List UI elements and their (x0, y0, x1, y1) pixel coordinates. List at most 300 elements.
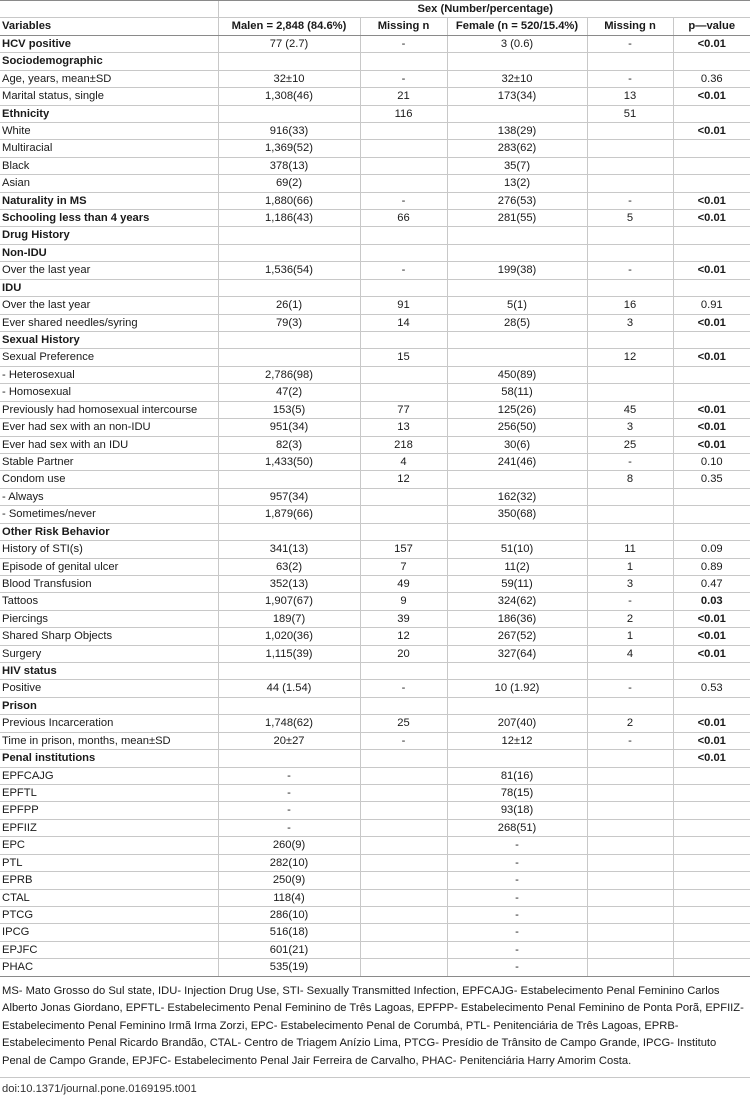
table-row (0, 872, 750, 889)
female-value-cell: 199(38) (447, 262, 587, 279)
variable-cell: Piercings (0, 610, 218, 627)
p-value-cell: 0.36 (673, 70, 750, 87)
variable-cell: PHAC (0, 959, 218, 976)
male-missing-cell (360, 959, 447, 976)
table-row (0, 349, 750, 366)
variable-cell: Blood Transfusion (0, 575, 218, 592)
male-value-cell: 1,879(66) (218, 506, 360, 523)
male-value-cell: 1,748(62) (218, 715, 360, 732)
female-value-cell (447, 53, 587, 70)
male-value-cell: - (218, 784, 360, 801)
female-missing-cell (587, 889, 673, 906)
male-missing-cell (360, 157, 447, 174)
p-value-cell (673, 837, 750, 854)
table-row (0, 53, 750, 70)
male-value-cell: 44 (1.54) (218, 680, 360, 697)
female-missing-cell: 5 (587, 210, 673, 227)
variable-cell: HIV status (0, 663, 218, 680)
male-missing-cell (360, 663, 447, 680)
female-missing-cell (587, 366, 673, 383)
female-value-cell: 11(2) (447, 558, 587, 575)
male-value-cell (218, 697, 360, 714)
p-value-cell (673, 332, 750, 349)
female-value-cell: 30(6) (447, 436, 587, 453)
p-value-cell (673, 523, 750, 540)
variable-cell: Black (0, 157, 218, 174)
table-row (0, 575, 750, 592)
table-row (0, 332, 750, 349)
variable-cell: Surgery (0, 645, 218, 662)
male-missing-cell (360, 837, 447, 854)
female-missing-cell (587, 279, 673, 296)
variable-cell: Multiracial (0, 140, 218, 157)
male-missing-cell: 15 (360, 349, 447, 366)
variable-cell: Non-IDU (0, 244, 218, 261)
male-missing-cell: 4 (360, 453, 447, 470)
male-missing-cell (360, 488, 447, 505)
p-value-cell: <0.01 (673, 192, 750, 209)
male-value-cell: 516(18) (218, 924, 360, 941)
male-value-cell (218, 349, 360, 366)
table-row (0, 523, 750, 540)
variable-cell: Asian (0, 175, 218, 192)
male-value-cell: 26(1) (218, 297, 360, 314)
male-value-cell: 341(13) (218, 541, 360, 558)
p-value-cell (673, 175, 750, 192)
male-missing-cell (360, 889, 447, 906)
male-missing-cell (360, 366, 447, 383)
variable-cell: HCV positive (0, 35, 218, 52)
p-value-cell: <0.01 (673, 262, 750, 279)
table-footnote: MS- Mato Grosso do Sul state, IDU- Injection Drug Use, STI- Sexually Transmitted Infection, EPFCAJG- Estabelecimento Penal Feminino Carlos Alberto Jonas Giordano, EPFTL- Estabelecimento Penal Feminino de Três Lagoas, EPFPP- Estabelecimento Penal Feminino de Ponta Porã, EPFIIZ- Estabelecimento Penal Feminino Irmã Irma Zorzi, EPC- Estabelecimento Penal de Corumbá, PTL- Penitenciária de Três Lagoas, EPRB- Estabelecimento Penal Ricardo Brandão, CTAL- Centro de Triagem Anízio Lima, PTCG- Presídio de Trânsito de Campo Grande, IPCG- Instituto Penal de Campo Grande, EPJFC- Estabelecimento Penal Jair Ferreira de Carvalho, PHAC- Penitenciária Harry Amorim Costa. (2, 984, 744, 1067)
male-missing-cell (360, 906, 447, 923)
female-value-cell: 324(62) (447, 593, 587, 610)
male-missing-cell: 14 (360, 314, 447, 331)
table-row (0, 279, 750, 296)
female-missing-cell (587, 941, 673, 958)
female-missing-cell: 3 (587, 419, 673, 436)
male-missing-cell: 12 (360, 628, 447, 645)
male-missing-cell: 91 (360, 297, 447, 314)
p-value-cell (673, 663, 750, 680)
female-value-cell (447, 663, 587, 680)
female-missing-cell: - (587, 680, 673, 697)
female-missing-cell (587, 750, 673, 767)
male-missing-cell (360, 750, 447, 767)
table-row (0, 262, 750, 279)
male-missing-cell (360, 332, 447, 349)
male-missing-cell (360, 384, 447, 401)
male-missing-cell: 218 (360, 436, 447, 453)
p-value-cell (673, 157, 750, 174)
female-missing-cell (587, 924, 673, 941)
female-missing-cell (587, 175, 673, 192)
male-value-cell: 1,433(50) (218, 453, 360, 470)
female-value-cell: 256(50) (447, 419, 587, 436)
female-value-cell: - (447, 889, 587, 906)
table-row (0, 506, 750, 523)
male-value-cell: - (218, 802, 360, 819)
variable-cell: Prison (0, 697, 218, 714)
male-missing-cell (360, 854, 447, 871)
table-row (0, 175, 750, 192)
variable-cell: - Homosexual (0, 384, 218, 401)
table-row (0, 122, 750, 139)
female-missing-cell (587, 819, 673, 836)
male-value-cell (218, 105, 360, 122)
male-missing-cell (360, 941, 447, 958)
p-value-cell: <0.01 (673, 645, 750, 662)
female-missing-cell (587, 837, 673, 854)
female-missing-cell (587, 488, 673, 505)
male-value-cell (218, 523, 360, 540)
header-row-columns (0, 18, 750, 35)
female-missing-cell (587, 697, 673, 714)
variable-cell: - Heterosexual (0, 366, 218, 383)
table-row (0, 854, 750, 871)
male-value-cell: 82(3) (218, 436, 360, 453)
table-row (0, 88, 750, 105)
p-value-cell: 0.47 (673, 575, 750, 592)
table-row (0, 210, 750, 227)
male-value-cell (218, 471, 360, 488)
male-missing-cell: 25 (360, 715, 447, 732)
male-value-cell: 282(10) (218, 854, 360, 871)
table-body (0, 35, 750, 976)
p-value-cell: <0.01 (673, 88, 750, 105)
male-value-cell: 79(3) (218, 314, 360, 331)
male-value-cell: 63(2) (218, 558, 360, 575)
female-value-cell (447, 279, 587, 296)
table-header (0, 1, 750, 36)
table-row (0, 436, 750, 453)
p-value-cell: 0.10 (673, 453, 750, 470)
female-value-cell: 28(5) (447, 314, 587, 331)
female-missing-cell: - (587, 732, 673, 749)
male-value-cell: 286(10) (218, 906, 360, 923)
male-value-cell (218, 750, 360, 767)
table-row (0, 715, 750, 732)
variable-cell: EPFPP (0, 802, 218, 819)
table-row (0, 314, 750, 331)
male-value-cell: 1,907(67) (218, 593, 360, 610)
table-row (0, 837, 750, 854)
p-value-cell (673, 924, 750, 941)
female-value-cell: 59(11) (447, 575, 587, 592)
female-missing-cell: 16 (587, 297, 673, 314)
table-row (0, 889, 750, 906)
male-value-cell: - (218, 819, 360, 836)
variable-cell: Episode of genital ulcer (0, 558, 218, 575)
male-value-cell (218, 227, 360, 244)
female-missing-cell: 51 (587, 105, 673, 122)
p-value-cell: <0.01 (673, 628, 750, 645)
p-value-cell: <0.01 (673, 401, 750, 418)
table-row (0, 959, 750, 976)
variable-cell: - Always (0, 488, 218, 505)
female-value-cell: 78(15) (447, 784, 587, 801)
male-value-cell: 250(9) (218, 872, 360, 889)
column-header-missing-female: Missing n (587, 18, 673, 35)
p-value-cell: 0.03 (673, 593, 750, 610)
female-value-cell: - (447, 837, 587, 854)
p-value-cell: 0.53 (673, 680, 750, 697)
male-value-cell: 1,186(43) (218, 210, 360, 227)
doi-link[interactable]: doi:10.1371/journal.pone.0169195.t001 (0, 1077, 750, 1095)
table-row (0, 784, 750, 801)
table-row (0, 471, 750, 488)
female-missing-cell: 4 (587, 645, 673, 662)
male-value-cell: 77 (2.7) (218, 35, 360, 52)
p-value-cell (673, 366, 750, 383)
female-missing-cell: 25 (587, 436, 673, 453)
table-row (0, 227, 750, 244)
male-missing-cell (360, 244, 447, 261)
male-value-cell: 535(19) (218, 959, 360, 976)
female-value-cell: 12±12 (447, 732, 587, 749)
female-value-cell: 162(32) (447, 488, 587, 505)
male-value-cell (218, 53, 360, 70)
male-value-cell: 378(13) (218, 157, 360, 174)
table-row (0, 35, 750, 52)
male-missing-cell (360, 140, 447, 157)
female-missing-cell (587, 122, 673, 139)
female-missing-cell (587, 53, 673, 70)
male-value-cell: 32±10 (218, 70, 360, 87)
table-row (0, 906, 750, 923)
female-value-cell: - (447, 959, 587, 976)
female-value-cell: 186(36) (447, 610, 587, 627)
female-value-cell (447, 349, 587, 366)
column-header-missing-male: Missing n (360, 18, 447, 35)
table-row (0, 697, 750, 714)
male-missing-cell (360, 175, 447, 192)
p-value-cell: 0.35 (673, 471, 750, 488)
variable-cell: Ever had sex with an IDU (0, 436, 218, 453)
header-empty-cell (0, 1, 218, 18)
table-row (0, 628, 750, 645)
female-value-cell (447, 332, 587, 349)
female-value-cell: 81(16) (447, 767, 587, 784)
male-missing-cell (360, 872, 447, 889)
male-missing-cell (360, 697, 447, 714)
table-row (0, 767, 750, 784)
female-missing-cell: 11 (587, 541, 673, 558)
p-value-cell (673, 854, 750, 871)
p-value-cell (673, 279, 750, 296)
female-value-cell (447, 471, 587, 488)
p-value-cell (673, 244, 750, 261)
female-value-cell: 350(68) (447, 506, 587, 523)
female-value-cell: 283(62) (447, 140, 587, 157)
female-missing-cell: 1 (587, 628, 673, 645)
male-missing-cell: 66 (360, 210, 447, 227)
table-row (0, 593, 750, 610)
male-value-cell: 951(34) (218, 419, 360, 436)
female-missing-cell: 3 (587, 314, 673, 331)
table-row (0, 680, 750, 697)
p-value-cell: 0.89 (673, 558, 750, 575)
variable-cell: EPC (0, 837, 218, 854)
table-row (0, 192, 750, 209)
male-missing-cell: 12 (360, 471, 447, 488)
female-value-cell: 267(52) (447, 628, 587, 645)
table-row (0, 819, 750, 836)
variable-cell: Penal institutions (0, 750, 218, 767)
table-row (0, 401, 750, 418)
male-missing-cell: 7 (360, 558, 447, 575)
female-missing-cell: 3 (587, 575, 673, 592)
variable-cell: Tattoos (0, 593, 218, 610)
table-row (0, 558, 750, 575)
male-value-cell: 1,880(66) (218, 192, 360, 209)
variable-cell: EPJFC (0, 941, 218, 958)
variable-cell: Schooling less than 4 years (0, 210, 218, 227)
variable-cell: Stable Partner (0, 453, 218, 470)
table-row (0, 366, 750, 383)
p-value-cell: <0.01 (673, 419, 750, 436)
female-value-cell: 268(51) (447, 819, 587, 836)
table-row (0, 105, 750, 122)
female-missing-cell: - (587, 593, 673, 610)
variable-cell: EPFTL (0, 784, 218, 801)
p-value-cell (673, 889, 750, 906)
male-value-cell: 260(9) (218, 837, 360, 854)
p-value-cell (673, 959, 750, 976)
table-row (0, 750, 750, 767)
female-missing-cell (587, 784, 673, 801)
variable-cell: Naturality in MS (0, 192, 218, 209)
female-missing-cell: - (587, 70, 673, 87)
variable-cell: Previous Incarceration (0, 715, 218, 732)
table-row (0, 384, 750, 401)
variable-cell: IDU (0, 279, 218, 296)
table-row (0, 941, 750, 958)
variable-cell: Marital status, single (0, 88, 218, 105)
p-value-cell (673, 941, 750, 958)
p-value-cell (673, 53, 750, 70)
male-missing-cell: - (360, 732, 447, 749)
male-value-cell (218, 244, 360, 261)
variable-cell: Ever shared needles/syring (0, 314, 218, 331)
variable-cell: Ever had sex with an non-IDU (0, 419, 218, 436)
female-value-cell: 93(18) (447, 802, 587, 819)
variable-cell: Ethnicity (0, 105, 218, 122)
female-value-cell: 138(29) (447, 122, 587, 139)
variable-cell: White (0, 122, 218, 139)
variable-cell: Condom use (0, 471, 218, 488)
female-missing-cell (587, 157, 673, 174)
variable-cell: IPCG (0, 924, 218, 941)
variable-cell: Age, years, mean±SD (0, 70, 218, 87)
male-value-cell: 20±27 (218, 732, 360, 749)
p-value-cell (673, 819, 750, 836)
male-missing-cell (360, 819, 447, 836)
male-missing-cell: 13 (360, 419, 447, 436)
variable-cell: - Sometimes/never (0, 506, 218, 523)
variable-cell: Drug History (0, 227, 218, 244)
p-value-cell (673, 906, 750, 923)
female-missing-cell (587, 140, 673, 157)
male-missing-cell: 49 (360, 575, 447, 592)
female-missing-cell: 2 (587, 610, 673, 627)
male-value-cell (218, 332, 360, 349)
male-missing-cell (360, 523, 447, 540)
female-value-cell: - (447, 924, 587, 941)
male-value-cell: 1,115(39) (218, 645, 360, 662)
female-missing-cell (587, 959, 673, 976)
female-missing-cell (587, 872, 673, 889)
male-value-cell: 957(34) (218, 488, 360, 505)
female-value-cell: 125(26) (447, 401, 587, 418)
table-row (0, 244, 750, 261)
female-missing-cell (587, 384, 673, 401)
female-value-cell: 281(55) (447, 210, 587, 227)
male-value-cell: 1,536(54) (218, 262, 360, 279)
male-missing-cell: - (360, 35, 447, 52)
female-value-cell: - (447, 854, 587, 871)
male-value-cell (218, 663, 360, 680)
p-value-cell (673, 227, 750, 244)
male-missing-cell: 9 (360, 593, 447, 610)
female-value-cell: 276(53) (447, 192, 587, 209)
variable-cell: Sexual Preference (0, 349, 218, 366)
female-value-cell: - (447, 941, 587, 958)
table-row (0, 453, 750, 470)
male-missing-cell (360, 802, 447, 819)
table-row (0, 802, 750, 819)
female-value-cell (447, 750, 587, 767)
p-value-cell: <0.01 (673, 314, 750, 331)
variable-cell: CTAL (0, 889, 218, 906)
female-value-cell (447, 244, 587, 261)
male-missing-cell (360, 784, 447, 801)
table-row (0, 297, 750, 314)
table-row (0, 140, 750, 157)
p-value-cell: <0.01 (673, 35, 750, 52)
table-row (0, 157, 750, 174)
female-missing-cell (587, 523, 673, 540)
female-value-cell: 51(10) (447, 541, 587, 558)
male-value-cell: 1,369(52) (218, 140, 360, 157)
male-missing-cell: - (360, 680, 447, 697)
male-value-cell (218, 279, 360, 296)
female-value-cell: 327(64) (447, 645, 587, 662)
variable-cell: History of STI(s) (0, 541, 218, 558)
variable-cell: PTCG (0, 906, 218, 923)
female-value-cell: 207(40) (447, 715, 587, 732)
female-value-cell: 3 (0.6) (447, 35, 587, 52)
female-value-cell (447, 105, 587, 122)
female-value-cell: 13(2) (447, 175, 587, 192)
male-missing-cell: 157 (360, 541, 447, 558)
variable-cell: Shared Sharp Objects (0, 628, 218, 645)
p-value-cell (673, 488, 750, 505)
female-missing-cell (587, 663, 673, 680)
male-missing-cell: 116 (360, 105, 447, 122)
male-value-cell: - (218, 767, 360, 784)
variable-cell: Over the last year (0, 262, 218, 279)
male-missing-cell (360, 227, 447, 244)
variable-cell: Positive (0, 680, 218, 697)
column-header-male: Malen = 2,848 (84.6%) (218, 18, 360, 35)
table-row (0, 488, 750, 505)
p-value-cell (673, 697, 750, 714)
female-value-cell: 173(34) (447, 88, 587, 105)
p-value-cell: <0.01 (673, 122, 750, 139)
male-missing-cell: - (360, 70, 447, 87)
table-row (0, 924, 750, 941)
